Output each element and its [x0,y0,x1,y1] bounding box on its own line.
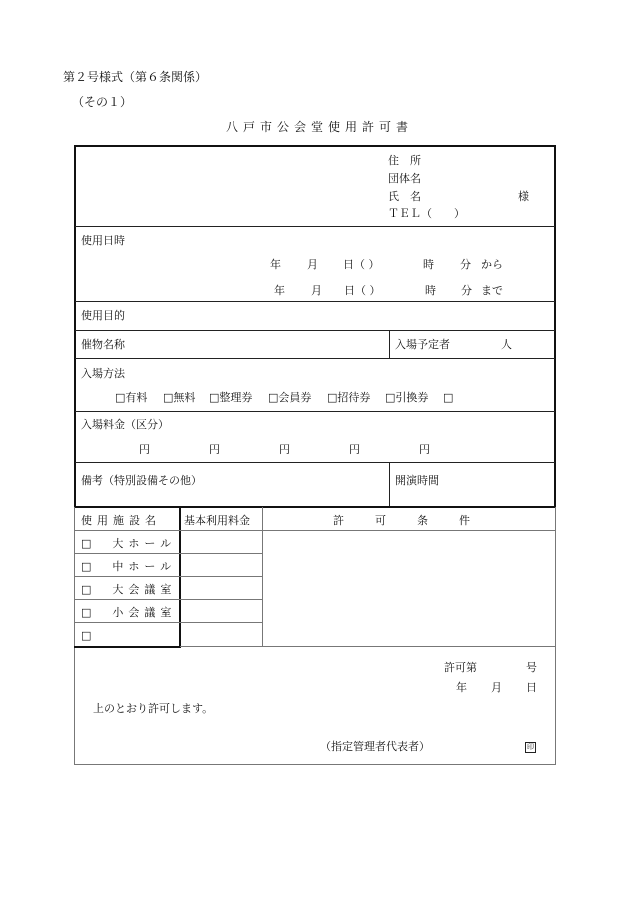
dt2-day: 日（ ） [344,284,381,297]
admission-option-other: □ [443,391,454,404]
table-mid-border [74,506,556,508]
start-time-label: 開演時間 [395,474,439,487]
row-divider [75,330,555,331]
section-left-border [74,507,75,764]
seal-mark: 印 [527,743,534,751]
applicant-address: 住 所 [388,154,421,167]
admission-option-free: □無料 [163,391,196,404]
row-divider [75,358,555,359]
dt2-month: 月 [311,284,322,297]
row-divider [75,226,555,227]
table-right-border [554,145,556,507]
dt2-minute: 分 [461,284,472,297]
attendance-divider [389,330,390,358]
table-left-border [74,145,76,507]
facility-row-divider [75,576,262,577]
approval-year: 年 [456,681,467,694]
fee-yen-2: 円 [209,443,220,456]
dt1-from: から [481,258,503,271]
admission-option-member: □会員券 [268,391,312,404]
facility-bottom-divider [180,646,555,647]
admission-label: 入場方法 [81,367,125,380]
fee-yen-3: 円 [279,443,290,456]
dt2-hour: 時 [425,284,436,297]
facility-conditions-header: 許 可 条 件 [333,514,473,527]
facility-name-box-bottom [74,646,181,648]
section-bottom-border [74,764,556,765]
facility-row-large-hall: □ 大ホール [81,537,177,550]
row-divider [75,411,555,412]
admission-option-paid: □有料 [115,391,148,404]
permit-number-suffix: 号 [526,661,537,674]
admission-option-numbered: □整理券 [209,391,253,404]
facility-name-box-right [179,507,181,648]
time-divider [389,462,390,506]
dt1-minute: 分 [460,258,471,271]
row-divider [75,301,555,302]
purpose-label: 使用目的 [81,309,125,322]
applicant-tel: ＴＥＬ（ ） [388,207,465,220]
event-label: 催物名称 [81,338,125,351]
fee-yen-5: 円 [419,443,430,456]
facility-row-small-meeting: □ 小会議室 [81,606,177,619]
dt1-day: 日（ ） [343,258,380,271]
fee-label: 入場料金（区分） [81,418,169,431]
section-right-border [555,507,556,764]
facility-row-divider [75,599,262,600]
form-part: （その１） [72,95,133,109]
signer-label: （指定管理者代表者） [320,740,430,753]
fee-column-right [262,507,263,647]
dt1-month: 月 [307,258,318,271]
facility-header-divider [75,530,555,531]
attendance-label: 入場予定者 [395,338,450,351]
approval-day: 日 [526,681,537,694]
row-divider [75,462,555,463]
dt2-year: 年 [274,284,285,297]
dt1-hour: 時 [423,258,434,271]
applicant-name: 氏 名 [388,190,421,203]
permit-number-label: 許可第 [444,661,477,674]
facility-fee-header: 基本利用料金 [184,514,250,527]
applicant-group: 団体名 [388,172,421,185]
usage-datetime-label: 使用日時 [81,234,125,247]
fee-yen-4: 円 [349,443,360,456]
facility-row-medium-hall: □ 中ホール [81,560,177,573]
approval-month: 月 [491,681,502,694]
dt2-until: まで [481,284,503,297]
attendance-unit: 人 [501,338,512,351]
applicant-honorific: 様 [518,190,529,203]
facility-row-large-meeting: □ 大会議室 [81,583,177,596]
table-top-border [74,145,556,147]
dt1-year: 年 [270,258,281,271]
facility-row-divider [75,553,262,554]
facility-row-other: □ [81,629,92,642]
fee-yen-1: 円 [139,443,150,456]
admission-option-invite: □招待券 [327,391,371,404]
admission-option-exchange: □引換券 [385,391,429,404]
approval-statement: 上のとおり許可します。 [93,702,214,715]
facility-name-header: 使用施設名 [81,514,161,527]
notes-label: 備考（特別設備その他） [81,474,202,487]
facility-row-divider [75,622,262,623]
form-number: 第２号様式（第６条関係） [63,70,208,84]
page-title: 八戸市公会堂使用許可書 [226,120,414,134]
